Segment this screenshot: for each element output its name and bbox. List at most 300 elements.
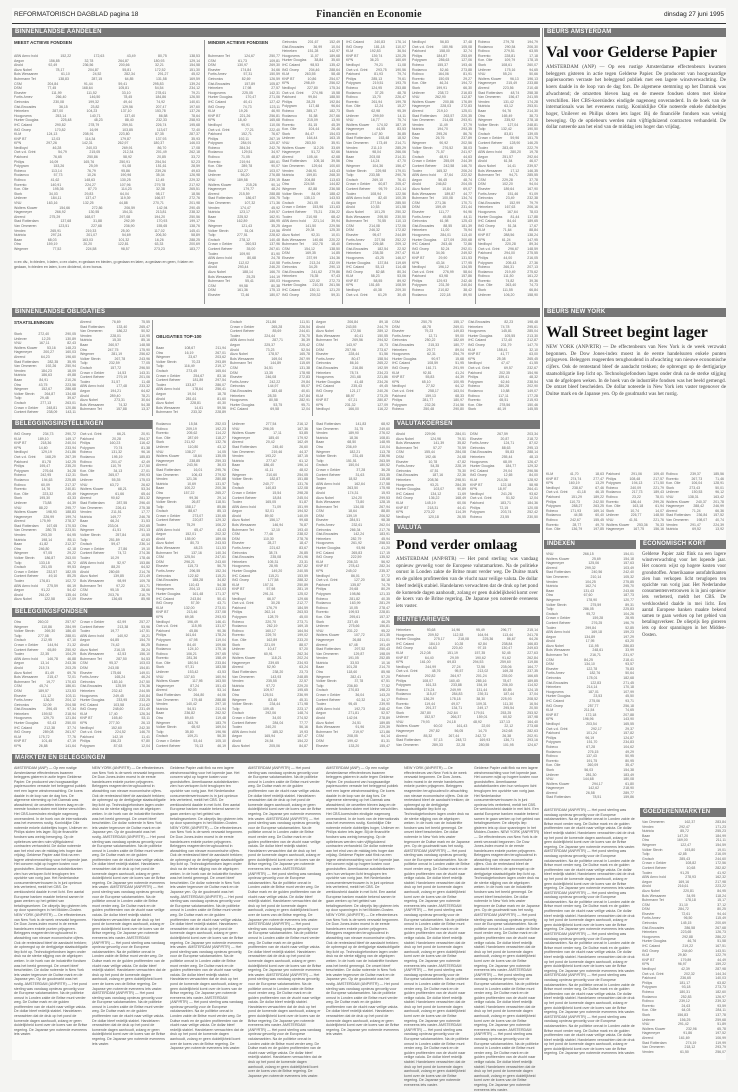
row-value: 181,39 xyxy=(461,223,472,228)
row-value: 187,47 xyxy=(297,734,308,739)
row-value: 15,54 xyxy=(272,490,282,495)
row-label: Getronics xyxy=(282,265,297,270)
row-value: 129,19 xyxy=(41,450,52,455)
table-obligaties-3 xyxy=(230,320,310,416)
row-value: 230,50 xyxy=(395,214,406,219)
row-value: 113,44 xyxy=(502,632,513,637)
row-value: 126,97 xyxy=(715,994,726,999)
row-label: Wolters Kluwer xyxy=(156,454,180,459)
row-label: Elsevier xyxy=(392,329,405,334)
row-value: 65,44 xyxy=(141,491,150,496)
row-label: Robeco xyxy=(208,145,221,150)
row-label: KNP BT xyxy=(14,739,27,744)
row-value: 221,09 xyxy=(264,642,276,647)
row-value: 243,66 xyxy=(623,588,634,593)
row-value: 19,93 xyxy=(299,729,308,734)
row-value: 82,68 xyxy=(375,269,385,274)
row-value: 148,63 xyxy=(84,178,96,183)
row-label: Buhrmann Tet xyxy=(208,279,230,284)
row-label: Baan xyxy=(412,131,421,136)
row-value: 71,46 xyxy=(715,476,724,481)
row-value: 91,96 xyxy=(355,725,365,730)
row-value: 290,93 xyxy=(139,473,150,478)
row-label: Grolsch xyxy=(316,463,329,468)
row-value: 130,65 xyxy=(215,513,226,518)
row-value: 52,23 xyxy=(191,159,200,164)
row-value: 281,77 xyxy=(422,398,434,403)
row-label: Bols Wessanen xyxy=(282,237,307,242)
row-value: 152,99 xyxy=(509,200,521,205)
row-value: 186,61 xyxy=(65,684,76,689)
row-label: IHC Caland xyxy=(232,573,251,578)
row-label: KNP BT xyxy=(316,398,329,403)
row-value: 182,21 xyxy=(349,449,361,454)
row-value: 294,53 xyxy=(472,660,484,665)
row-value: 74,76 xyxy=(381,582,390,587)
row-value: 90,91 xyxy=(241,122,250,127)
row-label: Gist-Brocades xyxy=(230,388,253,393)
row-label: Wegener xyxy=(156,355,171,360)
row-value: 41,20 xyxy=(381,546,390,551)
row-value: 232,61 xyxy=(351,523,363,528)
row-value: 234,44 xyxy=(269,702,281,707)
row-value: 33,10 xyxy=(121,90,131,95)
row-label: Robeco xyxy=(396,687,409,692)
row-value: 295,54 xyxy=(503,706,515,711)
row-label: Nutricia xyxy=(80,514,92,519)
row-label: Hoogovens xyxy=(14,113,32,118)
row-value: 158,90 xyxy=(527,292,538,297)
row-value: 102,20 xyxy=(502,182,513,187)
row-value: 104,62 xyxy=(623,744,634,749)
row-label: VNU xyxy=(642,1022,650,1027)
row-value: 238,54 xyxy=(527,379,538,384)
row-value: 116,22 xyxy=(377,407,388,412)
row-value: 206,24 xyxy=(461,168,472,173)
row-label: Volker Stevin xyxy=(346,168,367,173)
row-value: 269,01 xyxy=(453,324,464,329)
row-label: Philips xyxy=(80,739,91,744)
row-value: 223,17 xyxy=(297,706,308,711)
row-label: Crown v Gelder xyxy=(80,370,105,375)
row-value: 242,40 xyxy=(623,570,634,575)
row-value: 178,46 xyxy=(139,556,150,561)
row-value: 154,70 xyxy=(139,638,150,643)
row-label: Heineken xyxy=(208,86,223,91)
row-value: 224,27 xyxy=(85,182,96,187)
row-value: 20,85 xyxy=(157,155,166,160)
row-value: 236,99 xyxy=(297,693,308,698)
row-value: 123,53 xyxy=(65,688,76,693)
row-value: 119,86 xyxy=(527,660,538,665)
row-value: 47,47 xyxy=(501,361,510,366)
row-value: 36,23 xyxy=(369,58,379,63)
row-label: Akzo Nobel xyxy=(14,670,32,675)
row-value: 162,64 xyxy=(354,481,365,486)
row-value: 105,55 xyxy=(504,333,516,338)
row-value: 103,03 xyxy=(139,661,150,666)
row-value: 163,04 xyxy=(453,388,464,393)
row-label: Rolinco xyxy=(346,95,358,100)
row-value: 231,79 xyxy=(500,342,512,347)
row-value: 240,81 xyxy=(65,487,76,492)
row-value: 95,79 xyxy=(378,187,388,191)
row-value: 239,31 xyxy=(477,692,489,697)
row-value: 201,47 xyxy=(111,459,122,464)
row-value: 261,92 xyxy=(351,541,362,546)
row-label: Volker Stevin xyxy=(412,145,433,150)
row-value: 266,37 xyxy=(450,715,462,720)
row-label: Wegener xyxy=(156,495,171,500)
row-value: 179,51 xyxy=(473,710,485,715)
row-label: Grolsch xyxy=(478,131,491,136)
row-value: 152,22 xyxy=(60,54,72,58)
row-label: KPN xyxy=(392,379,400,384)
row-value: 197,52 xyxy=(715,1031,726,1036)
row-value: 180,07 xyxy=(269,292,280,297)
row-label: Rorento xyxy=(546,522,559,527)
row-label: Stad Rotterdam xyxy=(232,444,257,449)
row-value: 101,25 xyxy=(374,209,385,214)
row-label: ING Groep xyxy=(412,246,429,251)
row-value: 27,52 xyxy=(426,384,435,389)
row-label: Otra xyxy=(412,136,419,141)
row-label: Pakhoed xyxy=(396,673,410,678)
row-value: 247,75 xyxy=(107,347,119,352)
row-value: 299,32 xyxy=(584,565,596,570)
row-value: 150,59 xyxy=(269,72,280,77)
row-value: 151,51 xyxy=(346,458,357,463)
row-value: 242,68 xyxy=(501,729,513,734)
row-label: Heineken xyxy=(156,582,171,587)
row-value: 169,35 xyxy=(305,251,316,256)
row-value: 162,49 xyxy=(297,440,308,445)
row-value: 146,07 xyxy=(395,255,406,260)
row-label: Fortis Amev xyxy=(346,237,365,242)
row-label: Grolsch xyxy=(316,688,329,693)
row-label: Akzo Nobel xyxy=(282,232,300,237)
row-value: 183,79 xyxy=(215,720,226,725)
row-value: 46,24 xyxy=(141,675,150,680)
row-value: 140,83 xyxy=(265,486,277,491)
row-value: 180,61 xyxy=(269,159,280,164)
row-value: 17,11 xyxy=(273,431,282,436)
row-label: Polygram xyxy=(470,510,485,515)
row-label: VNU xyxy=(282,141,290,146)
row-value: 159,41 xyxy=(498,375,510,380)
row-value: 122,79 xyxy=(715,953,726,958)
row-value: 180,31 xyxy=(679,989,691,994)
row-value: 80,34 xyxy=(397,269,406,274)
row-value: 112,27 xyxy=(237,168,248,173)
row-label: Toolex xyxy=(316,477,327,482)
row-label: Unilever xyxy=(606,513,619,518)
row-label: Philips xyxy=(80,441,91,446)
row-value: 74,32 xyxy=(118,402,128,407)
row-value: 218,36 xyxy=(40,441,52,446)
row-label: Philips xyxy=(412,53,423,58)
row-label: Van Ommeren xyxy=(546,574,569,579)
row-label: Crown v Gelder xyxy=(478,136,503,141)
row-value: 34,97 xyxy=(271,150,280,155)
row-value: 18,47 xyxy=(299,541,308,546)
row-label: Rodamco xyxy=(208,150,223,155)
row-value: 172,56 xyxy=(350,329,361,334)
row-value: 236,56 xyxy=(82,63,94,68)
row-value: 143,43 xyxy=(329,168,340,173)
row-value: 293,91 xyxy=(461,118,472,123)
row-value: 97,15 xyxy=(477,646,487,651)
row-value: 46,24 xyxy=(439,81,449,86)
row-value: 14,76 xyxy=(41,487,51,492)
row-label: Aegon xyxy=(346,200,357,205)
row-value: 144,94 xyxy=(47,642,59,647)
row-value: 211,51 xyxy=(111,510,122,515)
row-value: 43,25 xyxy=(375,255,384,260)
row-label: ING Groep xyxy=(478,223,495,228)
row-label: Grolsch xyxy=(14,400,27,405)
row-value: 53,11 xyxy=(141,716,150,721)
row-value: 124,13 xyxy=(46,132,58,137)
row-value: 88,63 xyxy=(501,445,511,450)
row-value: 261,05 xyxy=(307,200,318,205)
row-value: 118,27 xyxy=(215,435,226,440)
row-label: Unilever xyxy=(346,113,359,118)
row-value: 39,56 xyxy=(331,159,340,164)
row-value: 231,44 xyxy=(461,205,472,210)
row-label: Gist-Brocades xyxy=(346,246,369,251)
row-value: 22,28 xyxy=(456,742,466,747)
row-value: 71,24 xyxy=(691,508,701,513)
row-label: Aegon xyxy=(156,532,167,537)
row-value: 134,89 xyxy=(584,634,596,639)
row-value: 150,53 xyxy=(691,490,703,495)
table-staatsleningen-1 xyxy=(14,332,76,416)
row-value: 272,40 xyxy=(38,332,50,336)
row-value: 198,48 xyxy=(527,320,538,324)
table-row xyxy=(316,744,390,749)
row-value: 295,13 xyxy=(527,445,538,450)
row-value: 132,76 xyxy=(215,440,226,445)
markten-column-6: NEW YORK (ANP/RTR) — De effectenbeurs van New York is de week verzwakt begonnen. De Dow Jones-index moest in de eerste handelsuren enkele punten prijsgeven. Beleggers reageerden terughoudend in afwachting van nieuwe economische cijfers. Ook de rentestand bleef de aandacht trekken; de opbrengst op de dertigjarige staatsobligatie liep licht op. Technologiefondsen lagen onder druk na de sterke stijging van de afgelopen weken. In de hoek van de industriële fondsen was het beeld gemengd. De omzet bleef bescheiden. De dollar noteerde in New York iets vaster tegenover de Duitse mark en de Japanse yen. Op de goudmarkt was het rustig. AMSTERDAM (ANP/RTR) — Het pond sterling was vandaag opnieuw gevoelig voor de Europese valutamarkten. Na de politieke onrust in Londen zakte de Britse munt verder weg. De Duitse mark en de gulden profiteerden van de vlucht naar veilige valuta. De dollar bleef redelijk stabiel. Handelaren verwachten dat de druk op het pond de komende dagen aanhoudt, zolang er geen duidelijkheid komt over de koers van de Britse regering. De Japanse yen noteerde eveneens iets vaster. AMSTERDAM (ANP/RTR) — Het pond sterling was vandaag opnieuw gevoelig voor de Europese valutamarkten. Na de politieke onrust in Londen zakte de Britse munt verder weg. De Duitse mark en de gulden profiteerden van de vlucht naar veilige valuta. De dollar bleef redelijk stabiel. Handelaren verwachten dat de druk op het pond de komende dagen aanhoudt, zolang er geen duidelijkheid komt over de koers van de Britse regering. De Japanse yen noteerde eveneens iets vaster. AMSTERDAM (ANP/RTR) — Het pond sterling was vandaag opnieuw gevoelig voor de Europese valutamarkten. Na de politieke onrust in Londen zakte de Britse munt verder weg. De Duitse mark en de gulden profiteerden van de vlucht naar veilige valuta. De dollar bleef redelijk stabiel. Handelaren verwachten dat de druk op het pond de komende dagen aanhoudt, zolang er geen duidelijkheid komt over de koers van de Britse regering. De Japanse yen noteerde eveneens iets vaster. AMSTERDAM (ANP/RTR) — Het pond sterling was vandaag opnieuw gevoelig voor de Europese valutamarkten. Na de politieke onrust in Londen zakte de Britse munt verder weg. De Duitse mark en de gulden profiteerden van de vlucht naar veilige valuta. De dollar bleef redelijk stabiel. Handelaren verwachten dat de druk op het pond de komende dagen aanhoudt, zolang er geen duidelijkheid komt over de koers van de Britse regering. De Japanse yen noteerde eveneens iets vaster. xyxy=(404,766,470,1087)
row-value: 72,46 xyxy=(240,292,250,297)
table-row xyxy=(80,407,150,412)
row-value: 18,78 xyxy=(217,391,226,396)
row-label: CSM xyxy=(230,365,238,370)
row-value: 277,54 xyxy=(265,422,277,426)
row-value: 123,17 xyxy=(239,210,250,215)
row-value: 143,11 xyxy=(65,410,76,415)
article-wallstreet: NEW YORK (ANP/RTR) — De effectenbeurs van New York is de week verzwakt begonnen. De Dow Jones-index moest in de eerste handelsuren enkele punten prijsgeven. Beleggers reageerden terughoudend in afwachting van nieuwe economische cijfers. Ook de rentestand bleef de aandacht trekken; de opbrengst op de dertigjarige staatsobligatie liep licht op. Technologiefondsen lagen onder druk na de sterke stijging van de afgelopen weken. In de hoek van de industriële fondsen was het beeld gemengd. De omzet bleef bescheiden. De dollar noteerde in New York iets vaster tegenover de Duitse mark en de Japanse yen. Op de goudmarkt was het rustig. xyxy=(546,344,726,397)
row-value: 40,41 xyxy=(354,333,364,338)
row-label: Getronics xyxy=(156,573,171,578)
row-label: Unilever xyxy=(478,292,491,297)
row-value: 252,03 xyxy=(215,422,226,426)
row-value: 211,01 xyxy=(379,637,390,642)
row-value: 113,14 xyxy=(51,168,62,173)
row-value: 130,89 xyxy=(65,336,76,341)
row-value: 221,49 xyxy=(139,574,150,579)
row-value: 203,08 xyxy=(369,154,381,159)
row-label: Crown v Gelder xyxy=(546,616,571,621)
row-label: Akzo Nobel xyxy=(316,495,334,500)
row-label: Volker Stevin xyxy=(316,679,337,684)
row-label: Nedlloyd xyxy=(546,721,560,726)
table-row xyxy=(546,795,634,800)
row-value: 252,83 xyxy=(680,994,692,999)
row-value: 175,16 xyxy=(215,647,226,652)
row-value: 250,77 xyxy=(269,54,280,58)
row-value: 285,43 xyxy=(679,856,691,861)
row-value: 31,88 xyxy=(93,219,102,224)
row-value: 112,53 xyxy=(452,632,464,637)
row-label: ING Groep xyxy=(396,496,413,501)
row-value: 265,45 xyxy=(527,356,538,361)
row-label: Ahold xyxy=(396,432,405,436)
row-value: 278,89 xyxy=(379,716,390,720)
row-value: 253,25 xyxy=(500,710,512,715)
row-value: 48,92 xyxy=(473,719,482,724)
row-label: KNP BT xyxy=(208,113,221,118)
row-value: 233,95 xyxy=(116,698,128,703)
markten-column-3: Gelderse Papier zakt flink na een lagere winstverwachting voor het lopende jaar. Het concern wijst op hogere kosten voor grondstoffen. Amerikaanse autofabrikanten zien hun verkopen licht teruglopen ten opzichte van vorig jaar. Het Nederlandse consumentenvertrouwen is in juni opnieuw iets verbeterd, meldt het CBS. De werkloosheid daalde in mei licht. Een aantal Europese banken maakte bekend samen te gaan werken op het gebied van betalingsverkeer. De olieprijs liep gisteren iets op door spanningen in het Midden-Oosten. NEW YORK (ANP/RTR) — De effectenbeurs van New York is de week verzwakt begonnen. De Dow Jones-index moest in de eerste handelsuren enkele punten prijsgeven. Beleggers reageerden terughoudend in afwachting van nieuwe economische cijfers. Ook de rentestand bleef de aandacht trekken; de opbrengst op de dertigjarige staatsobligatie liep licht op. Technologiefondsen lagen onder druk na de sterke stijging van de afgelopen weken. In de hoek van de industriële fondsen was het beeld gemengd. De omzet bleef bescheiden. De dollar noteerde in New York iets vaster tegenover de Duitse mark en de Japanse yen. Op de goudmarkt was het rustig. AMSTERDAM (ANP/RTR) — Het pond sterling was vandaag opnieuw gevoelig voor de Europese valutamarkten. Na de politieke onrust in Londen zakte de Britse munt verder weg. De Duitse mark en de gulden profiteerden van de vlucht naar veilige valuta. De dollar bleef redelijk stabiel. Handelaren verwachten dat de druk op het pond de komende dagen aanhoudt, zolang er geen duidelijkheid komt over de koers van de Britse regering. De Japanse yen noteerde eveneens iets vaster. AMSTERDAM (ANP/RTR) — Het pond sterling was vandaag opnieuw gevoelig voor de Europese valutamarkten. Na de politieke onrust in Londen zakte de Britse munt verder weg. De Duitse mark en de gulden profiteerden van de vlucht naar veilige valuta. De dollar bleef redelijk stabiel. Handelaren verwachten dat de druk op het pond de komende dagen aanhoudt, zolang er geen duidelijkheid komt over de koers van de Britse regering. De Japanse yen noteerde eveneens iets vaster. AMSTERDAM (ANP/RTR) — Het pond sterling was vandaag opnieuw gevoelig voor de Europese valutamarkten. Na de politieke onrust in Londen zakte de Britse munt verder weg. De Duitse mark en de gulden profiteerden van de vlucht naar veilige valuta. De dollar bleef redelijk stabiel. Handelaren verwachten dat de druk op het pond de komende dagen aanhoudt, zolang er geen duidelijkheid komt over de koers van de Britse regering. De Japanse yen noteerde eveneens iets vaster. xyxy=(170,766,244,1051)
row-value: 256,02 xyxy=(329,81,340,86)
row-value: 32,38 xyxy=(156,187,165,192)
row-value: 296,56 xyxy=(527,468,538,473)
row-value: 135,52 xyxy=(379,555,390,560)
row-value: 273,73 xyxy=(715,985,726,990)
row-value: 67,21 xyxy=(348,398,358,403)
row-value: 88,67 xyxy=(188,509,198,514)
row-value: 217,98 xyxy=(715,879,726,884)
row-label: Heineken xyxy=(80,688,95,693)
row-label: Robeco xyxy=(478,265,491,270)
row-value: 233,58 xyxy=(369,173,380,178)
row-value: 48,32 xyxy=(529,375,538,380)
row-value: 14,96 xyxy=(451,628,461,632)
row-value: 219,97 xyxy=(353,729,364,734)
row-value: 260,02 xyxy=(37,620,49,624)
row-value: 48,24 xyxy=(271,187,280,192)
row-value: 165,24 xyxy=(114,675,126,680)
row-label: Rolinco xyxy=(282,118,294,123)
row-value: 217,37 xyxy=(65,482,76,487)
row-label: Wolters Kluwer xyxy=(606,522,630,527)
row-value: 256,41 xyxy=(215,387,226,392)
row-label: Wegener xyxy=(80,528,95,533)
page-label: REFORMATORISCH DAGBLAD pagina 18 xyxy=(14,11,139,18)
row-label: VNU xyxy=(80,482,88,487)
row-value: 188,28 xyxy=(192,578,204,583)
row-value: 243,96 xyxy=(139,356,150,361)
row-value: 194,72 xyxy=(461,81,472,86)
row-label: VNU xyxy=(232,426,240,431)
row-value: 180,54 xyxy=(187,660,199,665)
row-value: 145,41 xyxy=(189,228,200,233)
row-label: Ahrend xyxy=(14,354,26,359)
row-label: Stad Rotterdam xyxy=(546,795,571,800)
row-value: 213,24 xyxy=(309,260,321,265)
row-label: Philips xyxy=(156,633,167,638)
row-value: 141,64 xyxy=(65,744,76,749)
row-value: 124,71 xyxy=(503,441,515,446)
row-value: 189,85 xyxy=(379,720,390,725)
row-label: Vendex xyxy=(80,333,92,338)
row-value: 215,26 xyxy=(246,182,257,187)
row-value: 146,70 xyxy=(461,164,472,169)
row-value: 227,56 xyxy=(374,237,386,242)
row-value: 105,87 xyxy=(269,81,280,86)
row-value: 159,22 xyxy=(715,962,726,967)
row-value: 43,43 xyxy=(217,527,226,532)
row-value: 161,48 xyxy=(192,591,204,596)
row-value: 215,09 xyxy=(307,118,318,123)
row-value: 222,79 xyxy=(527,145,538,150)
row-label: Buhrmann Tet xyxy=(230,361,252,366)
row-label: Grolsch xyxy=(80,542,93,547)
row-label: Fortis Amev xyxy=(156,569,175,573)
row-label: Otra xyxy=(346,159,353,164)
row-label: Stork xyxy=(14,332,23,336)
row-value: 26,88 xyxy=(352,637,362,642)
row-value: 285,17 xyxy=(306,108,318,113)
row-value: 89,45 xyxy=(184,716,194,720)
row-label: Crown v Gelder xyxy=(230,324,255,329)
row-label: Unilever xyxy=(396,715,409,720)
row-value: 185,83 xyxy=(139,454,150,459)
table-row xyxy=(642,1050,726,1055)
row-value: 288,14 xyxy=(527,450,538,455)
row-label: KLM xyxy=(396,500,404,505)
row-value: 263,53 xyxy=(297,610,308,615)
row-value: 154,96 xyxy=(527,370,538,375)
row-value: 189,90 xyxy=(348,431,359,436)
row-value: 85,13 xyxy=(217,509,226,514)
row-value: 225,93 xyxy=(500,696,512,701)
row-value: 38,42 xyxy=(463,288,472,293)
row-label: Buhrmann Tet xyxy=(546,653,568,658)
row-label: Robeco xyxy=(412,288,425,293)
row-value: 81,38 xyxy=(141,445,150,450)
row-label: Océ-v.d. Grint xyxy=(642,971,664,976)
row-value: 122,18 xyxy=(500,482,512,487)
row-value: 242,64 xyxy=(446,710,458,715)
row-label: Rorento xyxy=(14,182,27,187)
row-value: 70,59 xyxy=(457,445,466,450)
row-value: 116,49 xyxy=(184,364,195,369)
row-value: 108,48 xyxy=(629,476,641,481)
row-label: Crown v Gelder xyxy=(14,642,39,647)
row-label: Rodamco xyxy=(396,692,411,697)
row-label: CSM xyxy=(346,223,354,228)
row-value: 80,38 xyxy=(271,283,280,288)
row-label: Van Ommeren xyxy=(412,118,435,123)
row-label: DSM xyxy=(316,513,324,518)
row-label: Unilever xyxy=(14,196,27,201)
row-value: 45,85 xyxy=(442,214,452,219)
row-value: 21,32 xyxy=(67,642,76,647)
row-value: 199,32 xyxy=(88,99,99,104)
row-value: 103,07 xyxy=(269,168,280,173)
row-value: 120,86 xyxy=(65,405,76,410)
row-value: 76,65 xyxy=(53,155,62,160)
row-value: 20,50 xyxy=(529,706,538,711)
subhead-meest-actief: MEEST ACTIEVE FONDSEN xyxy=(14,40,72,45)
row-value: 178,18 xyxy=(685,898,696,903)
row-label: Toolex xyxy=(642,870,653,875)
row-label: Van Ommeren xyxy=(14,528,37,533)
row-value: 17,77 xyxy=(141,510,150,515)
